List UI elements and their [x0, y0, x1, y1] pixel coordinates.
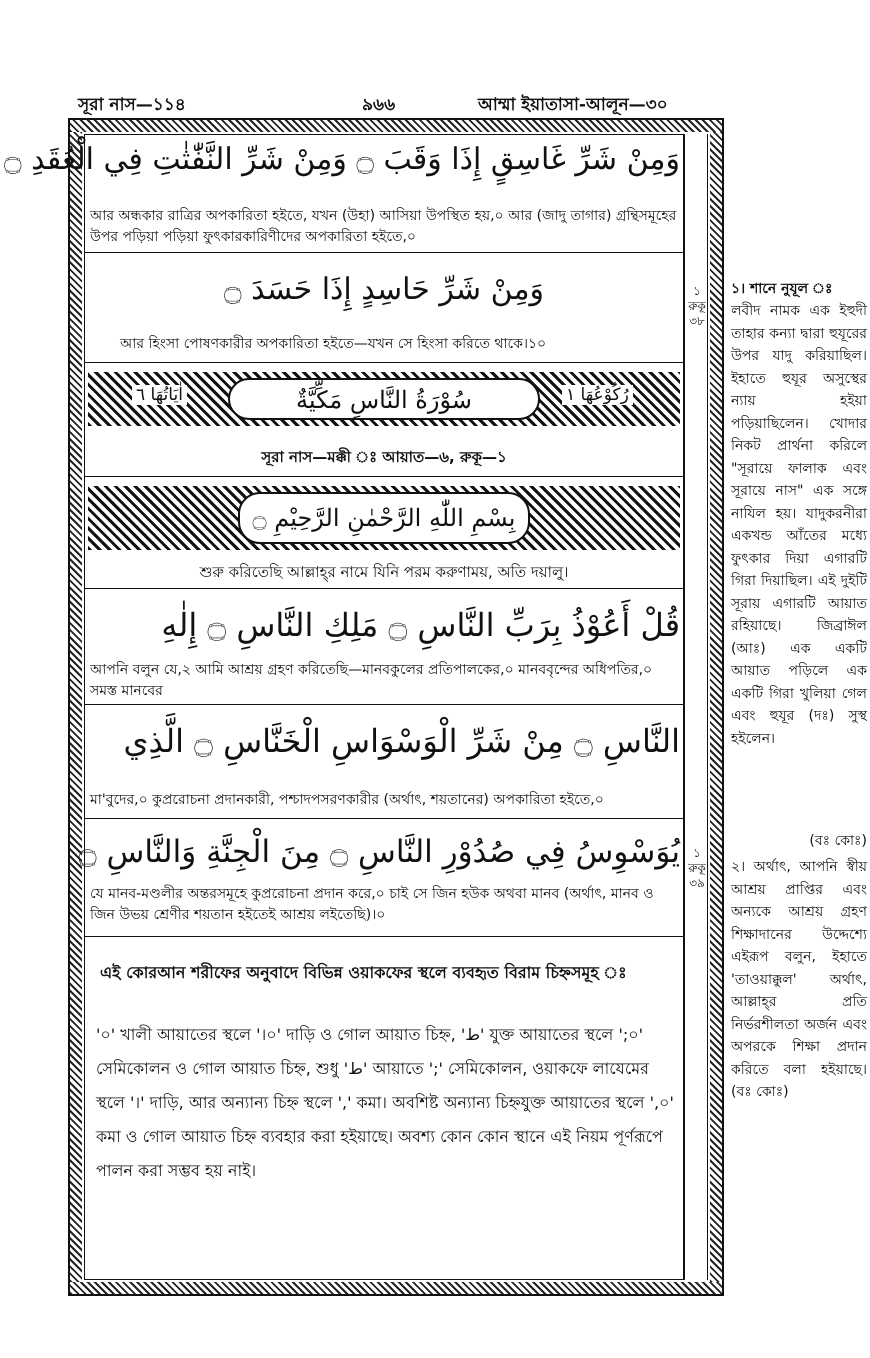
ruku-mark-39	[686, 846, 708, 891]
ruku-mark-count: ৩৮	[689, 314, 705, 328]
ruku-mark-label: রুকূ	[688, 861, 706, 875]
divider	[84, 588, 684, 589]
ruku-mark-38	[686, 284, 708, 329]
footnote-2-body: ২। অর্থাৎ, আপনি স্বীয় আশ্রয় প্রাপ্তির এবং অন্যকে আশ্রয় গ্রহণ শিক্ষাদানের উদ্দেশ্যে এইরূপ বলুন, ইহাতে 'তাওয়াক্কুল' অর্থাৎ, আল্লাহ্‌র প্রতি নির্ভরশীলতা অর্জন এবং অপরকে শিক্ষা প্রদান করিতে বলা হইয়াছে। (বঃ কোঃ)	[731, 859, 867, 1100]
verse-arabic-4: النَّاسِ ۝ مِنْ شَرِّ الْوَسْوَاسِ الْخَنَّاسِ ۝ الَّذِي	[123, 722, 680, 760]
divider	[84, 362, 684, 363]
verse-translation-5: যে মানব-মণ্ডলীর অন্তরসমূহে কুপ্ররোচনা প্রদান করে,০ চাই সে জিন হউক অথবা মানব (অর্থাৎ, মানব ও জিন উভয় শ্রেণীর শয়তান হইতেই আশ্রয় লইতেছি)।০	[90, 886, 654, 923]
surah-title: سُوْرَةُ النَّاسِ مَكِّيَّةٌ	[228, 378, 540, 420]
verse-arabic-1: وَمِنْ شَرِّ غَاسِقٍ إِذَا وَقَبَ ۝ وَمِنْ شَرِّ النَّفّٰثٰتِ فِي الْعُقَدِ ۝	[4, 142, 680, 177]
verse-translation-1: আর অন্ধকার রাত্রির অপকারিতা হইতে, যখন (উহা) আসিয়া উপস্থিত হয়,০ আর (জাদু তাগার) গ্রন্থিসমূহের উপর পড়িয়া পড়িয়া ফুৎকারকারিণীদের অপকারিতা হইতে,০	[90, 208, 677, 245]
ruku-mark-number: ১	[693, 846, 701, 860]
verse-translation-3: আপনি বলুন যে,২ আমি আশ্রয় গ্রহণ করিতেছি—মানবকুলের প্রতিপালকের,০ মানববৃন্দের অধিপতির,০ সমস্ত মানবের	[90, 662, 653, 699]
verse-translation-4: মা'বুদের,০ কুপ্ররোচনা প্রদানকারী, পশ্চাদপসরণকারীর (অর্থাৎ, শয়তানের) অপকারিতা হইতে,০	[90, 792, 604, 808]
frame-border-right	[710, 132, 722, 1282]
surah-info: সূরা নাস—মক্কী ঃ আয়াত—৬, রুকূ—১	[261, 448, 507, 466]
divider	[84, 818, 684, 819]
divider	[84, 936, 684, 937]
frame-border-left	[70, 132, 82, 1282]
bismillah-banner	[88, 486, 680, 550]
punctuation-note-title: এই কোরআন শরীফের অনুবাদে বিভিন্ন ওয়াকফের স্থলে ব্যবহৃত বিরাম চিহ্নসমূহ ঃ	[100, 963, 627, 982]
surah-ayah-count: اٰيَاتُهَا ٦	[132, 385, 187, 405]
header-para-label: আম্মা ইয়াতাসা-আলূন—৩০	[478, 95, 668, 115]
footnote-1-body: লবীদ নামক এক ইহুদী তাহার কন্যা দ্বারা হুযূরের উপর যাদু করিয়াছিল। ইহাতে হুযূর অসুস্থের ন্যায় হইয়া পড়িয়াছিলেন। খোদার নিকট প্রার্থনা করিলে "সূরায়ে ফালাক এবং সূরায়ে নাস" এক সঙ্গে নাযিল হয়। যাদুকরনীরা একখন্ড আঁতের মধ্যে ফুৎকার দিয়া এগারটি গিরা দিয়াছিল। এই দুইটি সূরায় এগারটি আয়াত রহিয়াছে। জিব্রাঈল (আঃ) এক একটি আয়াত পড়িলে এক একটি গিরা খুলিয়া গেল এবং হুযূর (দঃ) সুস্থ হইলেন।	[731, 303, 867, 747]
page-number: ৯৬৬	[362, 95, 396, 115]
divider	[84, 252, 684, 253]
verse-arabic-3: قُلْ أَعُوْذُ بِرَبِّ النَّاسِ ۝ مَلِكِ النَّاسِ ۝ إِلٰهِ	[161, 606, 680, 644]
ruku-mark-label: রুকূ	[688, 299, 706, 313]
bismillah-translation: শুরু করিতেছি আল্লাহ্‌র নামে যিনি পরম করুণাময়, অতি দয়ালু।	[199, 563, 569, 581]
footnote-1-title: ১। শানে নুযূল ঃ	[731, 281, 833, 297]
punctuation-note-body: '০' খালী আয়াতের স্থলে '।০' দাড়ি ও গোল আয়াত চিহ্ন, 'ط' যুক্ত আয়াতের স্থলে ';০' সেমিকোলন ও গোল আয়াত চিহ্ন, শুধু 'ط' আয়াতে ';' সেমিকোলন, ওয়াকফে লাযেমের স্থলে '।' দাড়ি, আর অন্যান্য চিহ্ন স্থলে ',' কমা। অবশিষ্ট অন্যান্য চিহ্নযুক্ত আয়াতের স্থলে ',০' কমা ও গোল আয়াত চিহ্ন ব্যবহার করা হইয়াছে। অবশ্য কোন কোন স্থানে এই নিয়ম পূর্ণরূপে পালন করা সম্ভব হয় নাই।	[96, 1025, 674, 1180]
divider	[84, 476, 684, 477]
divider	[84, 704, 684, 705]
footnote-1-source: (বঃ কোঃ)	[809, 833, 867, 849]
frame-border-top	[70, 120, 722, 132]
ruku-mark-count: ৩৯	[689, 876, 705, 890]
ruku-mark-number: ১	[693, 284, 701, 298]
verse-arabic-5: يُوَسْوِسُ فِي صُدُوْرِ النَّاسِ ۝ مِنَ الْجِنَّةِ وَالنَّاسِ ۝	[78, 834, 680, 870]
bismillah-arabic: بِسْمِ اللّٰهِ الرَّحْمٰنِ الرَّحِيْمِ ۝	[238, 492, 530, 544]
header-surah-label: সূরা নাস—১১৪	[78, 95, 186, 115]
verse-arabic-2: وَمِنْ شَرِّ حَاسِدٍ إِذَا حَسَدَ ۝	[224, 272, 544, 307]
surah-ruku-count: رُكُوْعُهَا ١	[562, 385, 633, 405]
verse-translation-2: আর হিংসা পোষণকারীর অপকারিতা হইতে—যখন সে হিংসা করিতে থাকে।১০	[120, 336, 547, 352]
frame-border-bottom	[70, 1282, 722, 1294]
